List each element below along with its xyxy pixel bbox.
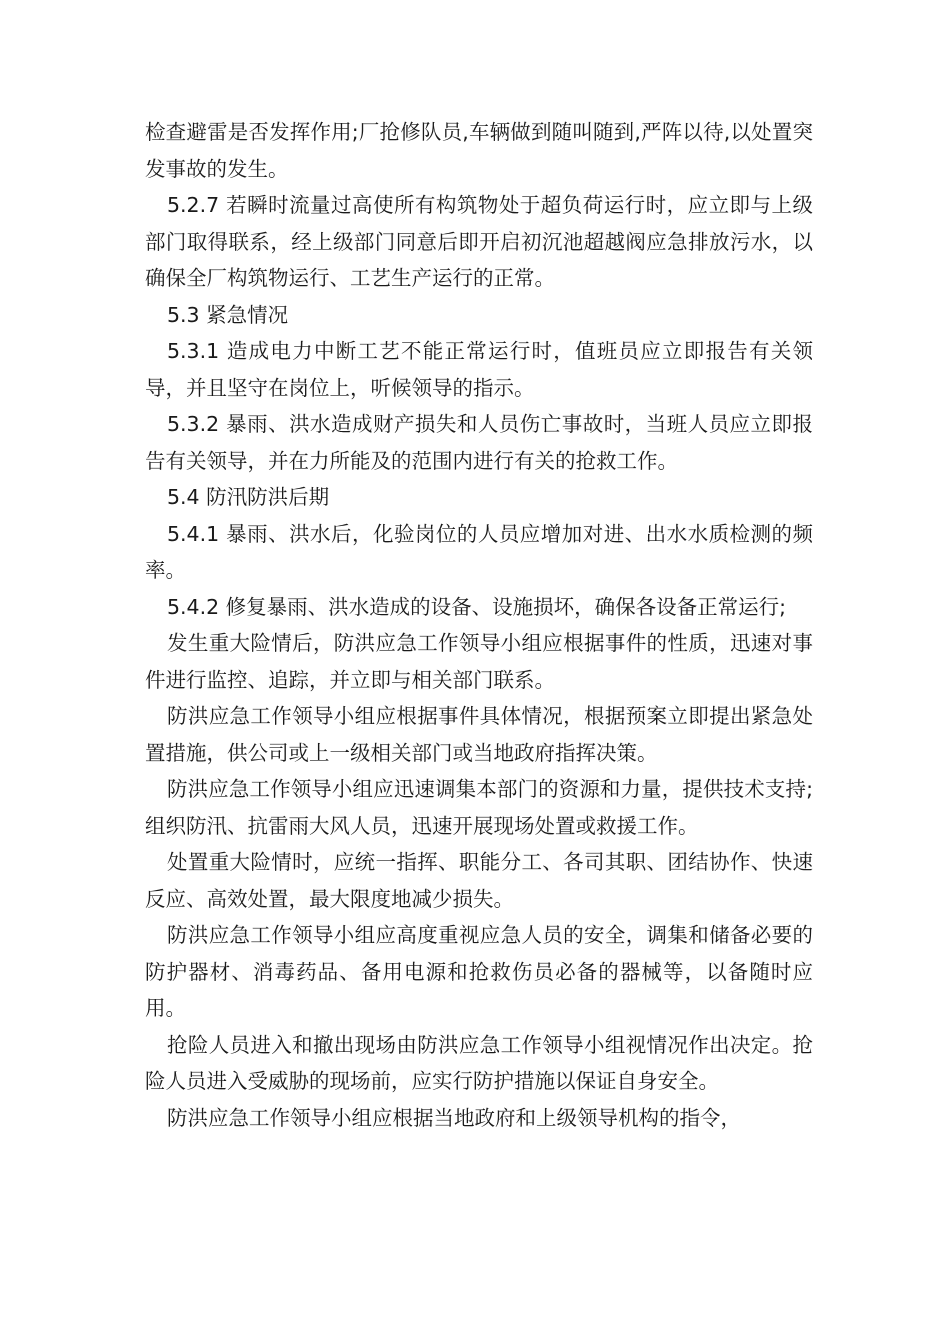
paragraph-continued: 检查避雷是否发挥作用;厂抢修队员,车辆做到随叫随到,严阵以待,以处置突发事故的发生。 (145, 120, 813, 181)
paragraph: 发生重大险情后，防洪应急工作领导小组应根据事件的性质，迅速对事件进行监控、追踪，并立即与相关部门联系。 (145, 631, 813, 692)
paragraph: 防洪应急工作领导小组应高度重视应急人员的安全，调集和储备必要的防护器材、消毒药品、备用电源和抢救伤员必备的器械等，以备随时应用。 (145, 923, 813, 1020)
paragraph-5-2-7: 5.2.7 若瞬时流量过高使所有构筑物处于超负荷运行时，应立即与上级部门取得联系，经上级部门同意后即开启初沉池超越阀应急排放污水，以确保全厂构筑物运行、工艺生产运行的正常。 (145, 193, 813, 290)
paragraph: 防洪应急工作领导小组应根据当地政府和上级领导机构的指令， (167, 1105, 741, 1130)
paragraph: 抢险人员进入和撤出现场由防洪应急工作领导小组视情况作出决定。抢险人员进入受威胁的现场前，应实行防护措施以保证自身安全。 (145, 1032, 813, 1093)
paragraph: 处置重大险情时，应统一指挥、职能分工、各司其职、团结协作、快速反应、高效处置，最大限度地减少损失。 (145, 850, 813, 911)
document-body (145, 114, 813, 1136)
paragraph-5-3-2: 5.3.2 暴雨、洪水造成财产损失和人员伤亡事故时，当班人员应立即报告有关领导，并在力所能及的范围内进行有关的抢救工作。 (145, 412, 813, 473)
paragraph: 防洪应急工作领导小组应迅速调集本部门的资源和力量，提供技术支持;组织防汛、抗雷雨大风人员，迅速开展现场处置或救援工作。 (145, 777, 813, 838)
heading-5-4: 5.4 防汛防洪后期 (167, 485, 330, 509)
paragraph-5-3-1: 5.3.1 造成电力中断工艺不能正常运行时，值班员应立即报告有关领导，并且坚守在岗位上，听候领导的指示。 (145, 339, 813, 400)
paragraph-5-4-1: 5.4.1 暴雨、洪水后，化验岗位的人员应增加对进、出水水质检测的频率。 (145, 521, 813, 582)
heading-5-3: 5.3 紧急情况 (167, 302, 289, 327)
paragraph-5-4-2: 5.4.2 修复暴雨、洪水造成的设备、设施损坏，确保各设备正常运行; (167, 594, 787, 619)
paragraph: 防洪应急工作领导小组应根据事件具体情况，根据预案立即提出紧急处置措施，供公司或上一级相关部门或当地政府指挥决策。 (145, 704, 813, 765)
